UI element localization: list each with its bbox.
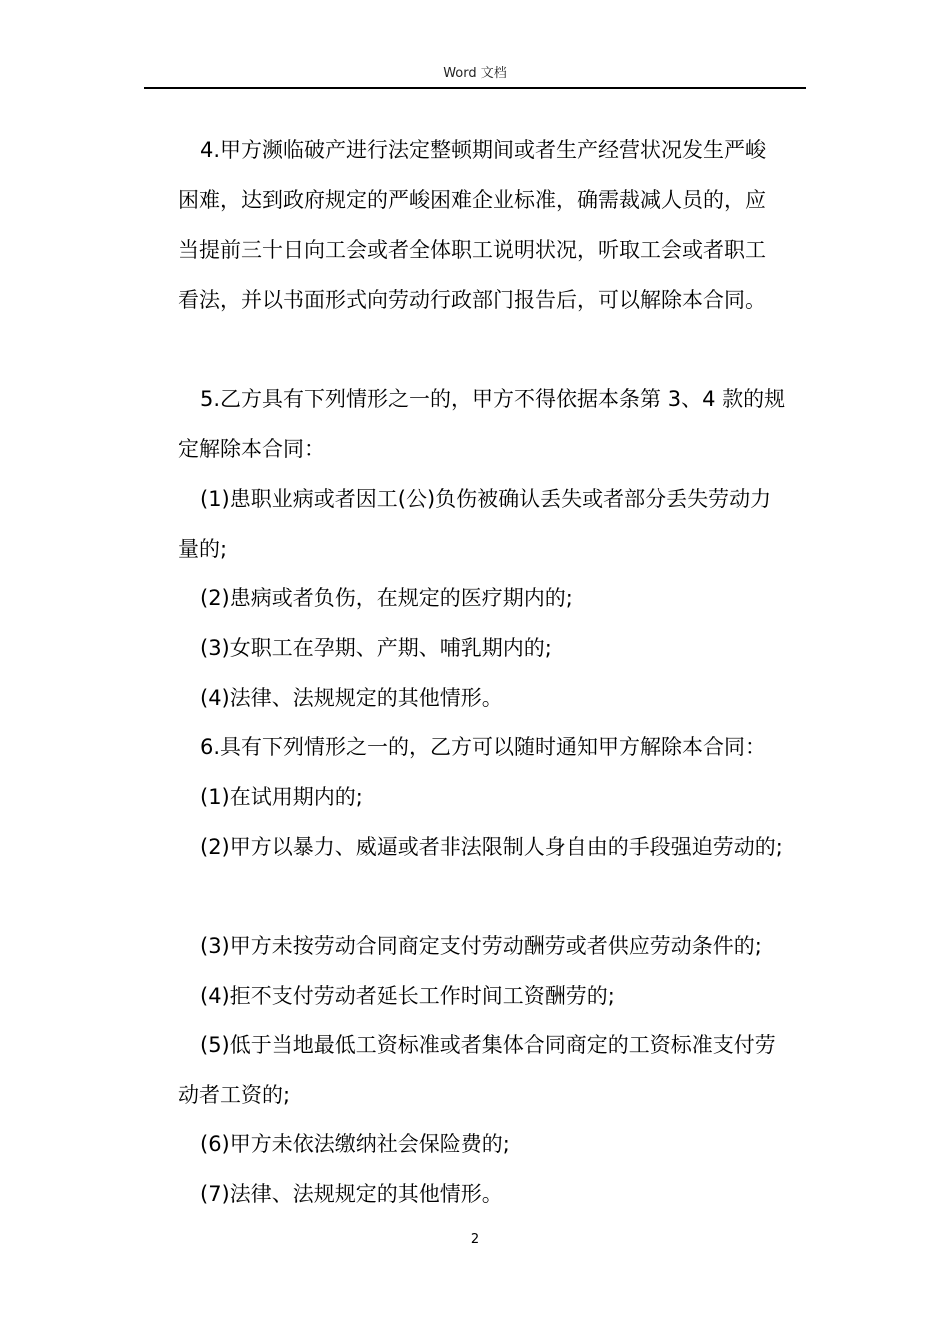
paragraph-line: 定解除本合同： <box>178 437 325 461</box>
list-item: (3)甲方未按劳动合同商定支付劳动酬劳或者供应劳动条件的; <box>200 934 762 958</box>
list-item-continuation: 量的; <box>178 537 228 561</box>
list-item: (5)低于当地最低工资标准或者集体合同商定的工资标准支付劳 <box>200 1033 776 1057</box>
paragraph-line: 5.乙方具有下列情形之一的，甲方不得依据本条第 3、4 款的规 <box>200 387 786 411</box>
paragraph-line: 6.具有下列情形之一的，乙方可以随时通知甲方解除本合同： <box>200 735 767 759</box>
list-item: (4)拒不支付劳动者延长工作时间工资酬劳的; <box>200 984 615 1008</box>
paragraph-line: 当提前三十日向工会或者全体职工说明状况，听取工会或者职工 <box>178 238 766 262</box>
list-item: (7)法律、法规规定的其他情形。 <box>200 1182 503 1206</box>
header-divider <box>144 87 806 89</box>
list-item: (2)甲方以暴力、威逼或者非法限制人身自由的手段强迫劳动的; <box>200 835 783 859</box>
list-item: (4)法律、法规规定的其他情形。 <box>200 686 503 710</box>
list-item-continuation: 动者工资的; <box>178 1083 291 1107</box>
list-item: (1)在试用期内的; <box>200 785 363 809</box>
paragraph-line: 看法，并以书面形式向劳动行政部门报告后，可以解除本合同。 <box>178 288 766 312</box>
page-header: Word 文档 <box>443 66 507 81</box>
list-item: (3)女职工在孕期、产期、哺乳期内的; <box>200 636 552 660</box>
paragraph-line: 4.甲方濒临破产进行法定整顿期间或者生产经营状况发生严峻 <box>200 138 767 162</box>
list-item: (6)甲方未依法缴纳社会保险费的; <box>200 1132 510 1156</box>
list-item: (2)患病或者负伤，在规定的医疗期内的; <box>200 586 573 610</box>
paragraph-line: 困难，达到政府规定的严峻困难企业标准，确需裁减人员的，应 <box>178 188 766 212</box>
list-item: (1)患职业病或者因工(公)负伤被确认丢失或者部分丢失劳动力 <box>200 487 772 511</box>
page-number: 2 <box>470 1232 480 1247</box>
